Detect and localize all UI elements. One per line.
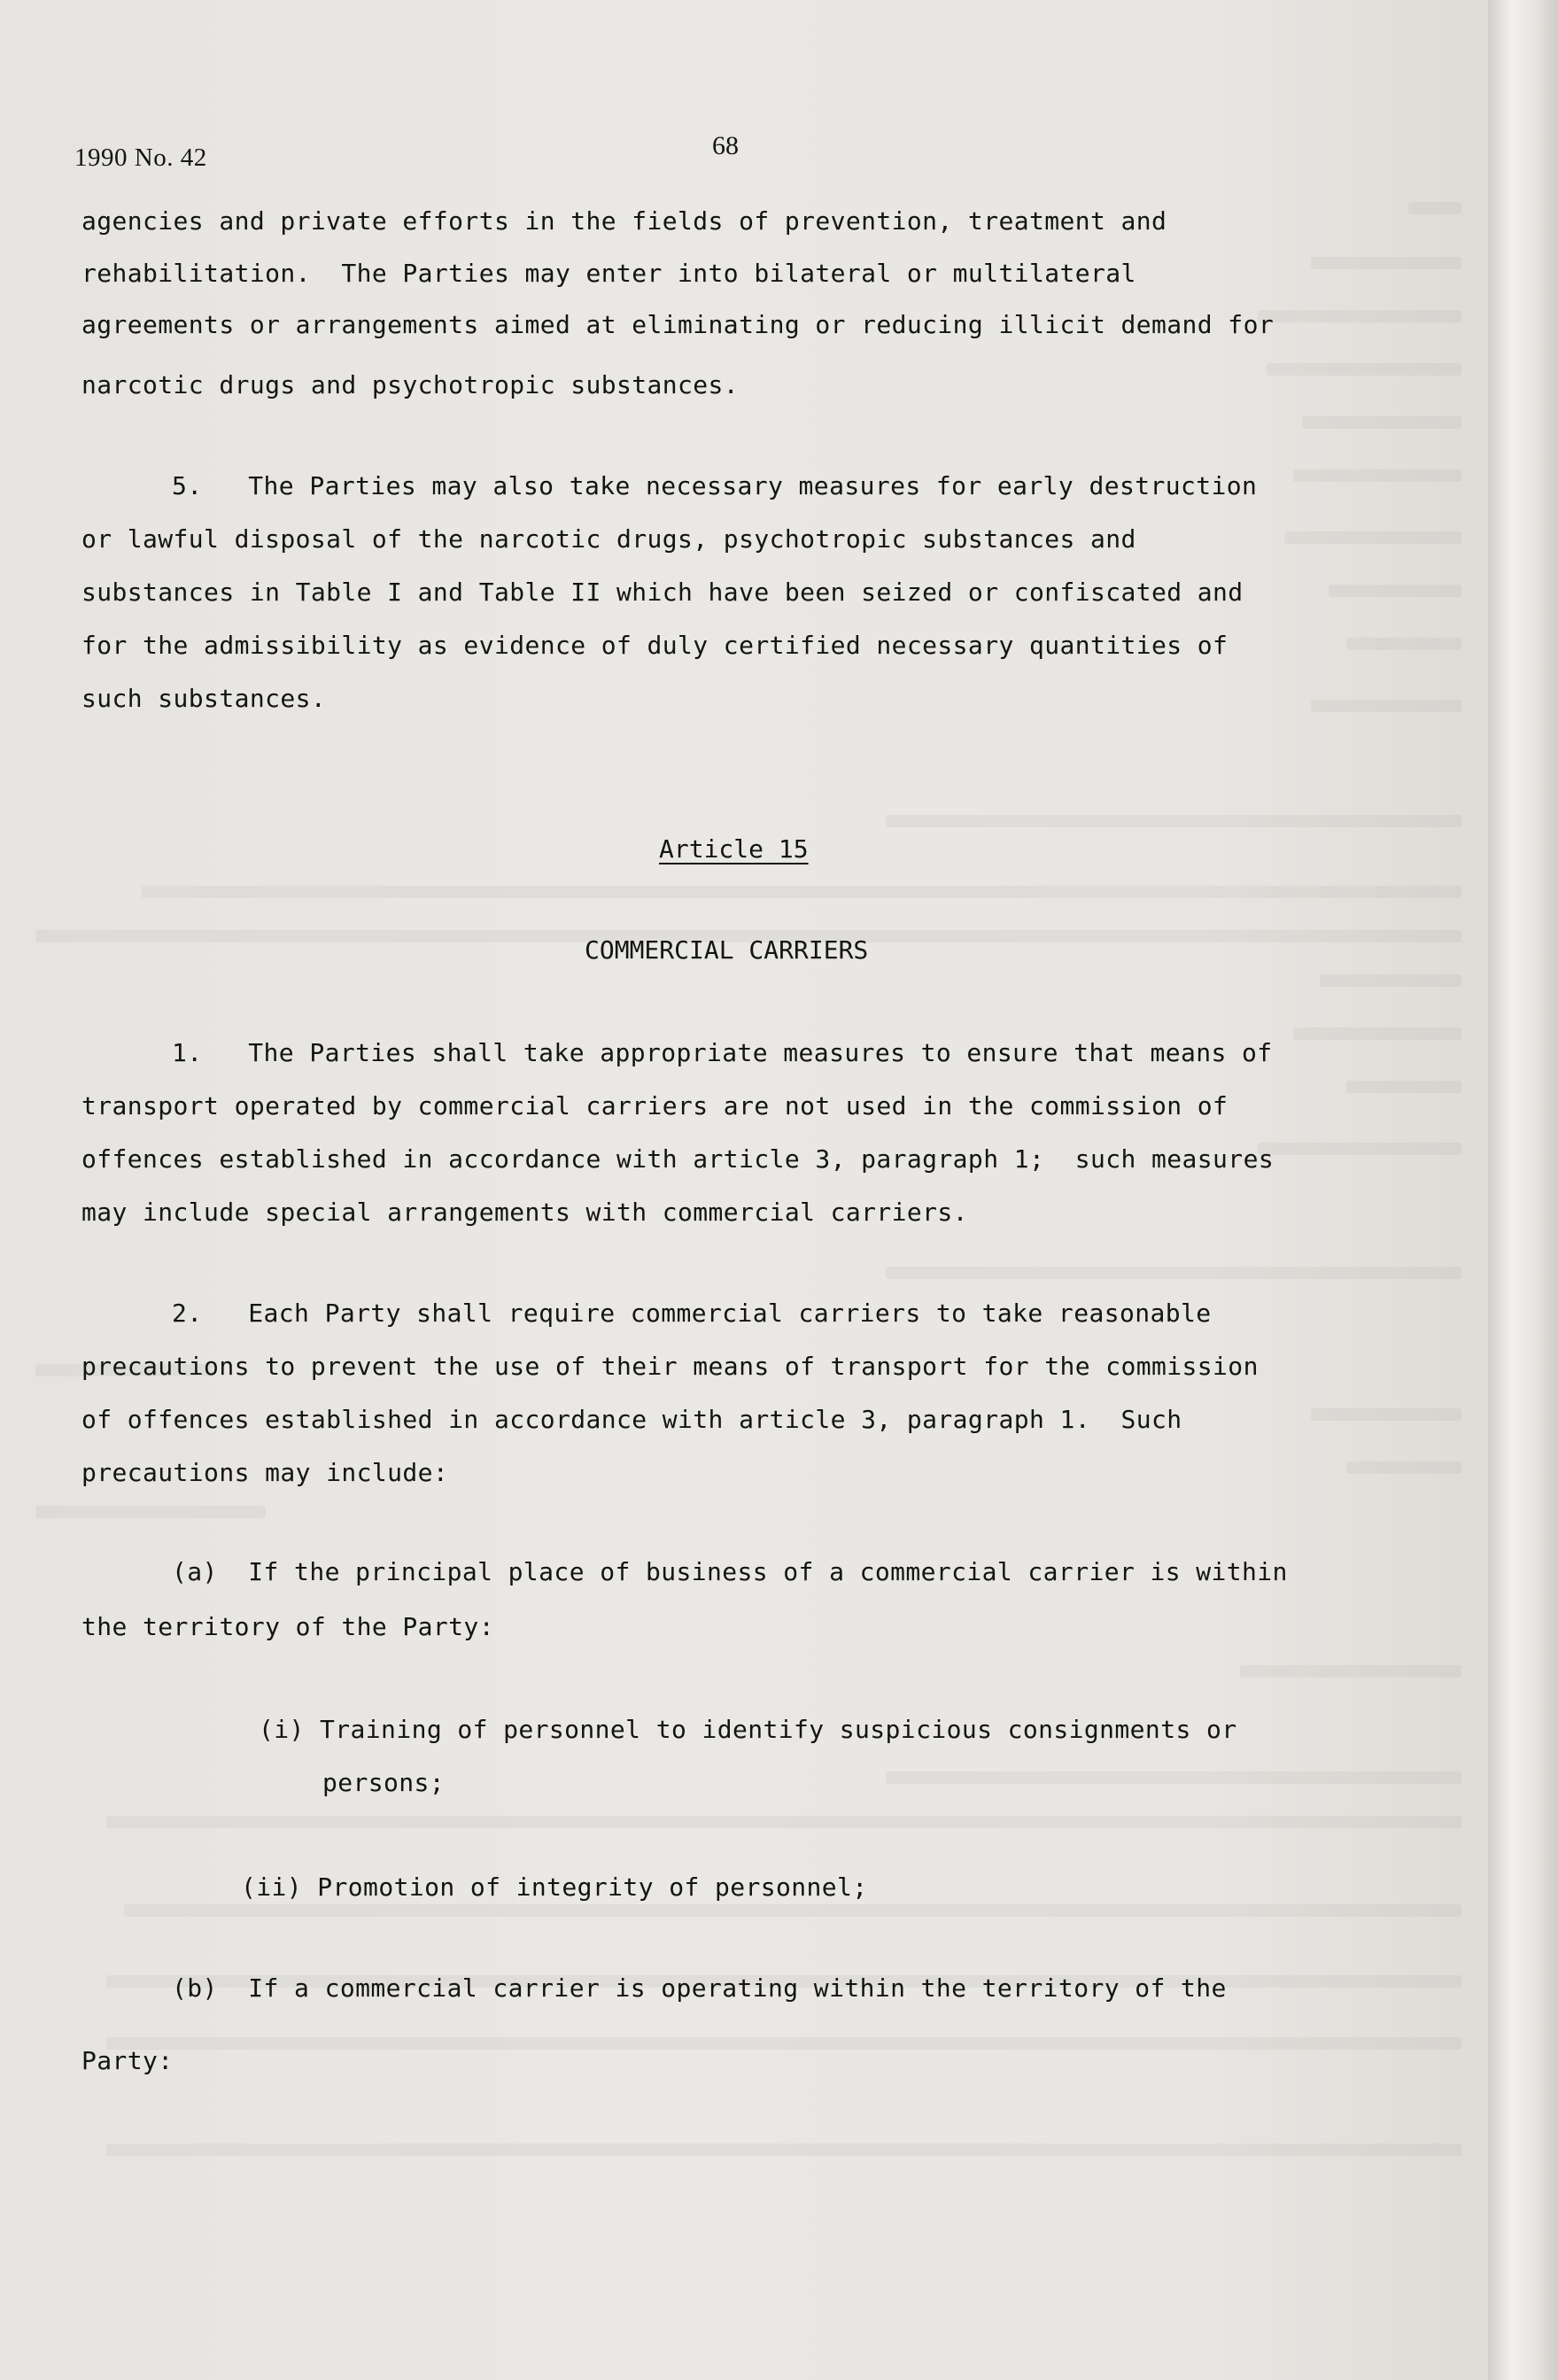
text-line: 2. Each Party shall require commercial carriers to take reasonable	[172, 1299, 1212, 1328]
text-line: such substances.	[81, 684, 327, 713]
text-line: offences established in accordance with article 3, paragraph 1; such measures	[81, 1144, 1275, 1174]
text-line: Party:	[81, 2046, 174, 2075]
article-subtitle: COMMERCIAL CARRIERS	[585, 935, 869, 965]
text-line: (b) If a commercial carrier is operating within the territory of the	[172, 1973, 1227, 2003]
text-line: precautions may include:	[81, 1458, 449, 1487]
text-line: 5. The Parties may also take necessary measures for early destruction	[172, 471, 1258, 500]
text-line: may include special arrangements with commercial carriers.	[81, 1198, 968, 1227]
text-line: narcotic drugs and psychotropic substances.	[81, 370, 740, 399]
text-line: or lawful disposal of the narcotic drugs, psychotropic substances and	[81, 524, 1136, 554]
text-line: agreements or arrangements aimed at eliminating or reducing illicit demand for	[81, 310, 1275, 339]
page-edge	[1488, 0, 1558, 2380]
text-line: rehabilitation. The Parties may enter into bilateral or multilateral	[81, 259, 1136, 288]
text-line: (i) Training of personnel to identify suspicious consignments or	[259, 1715, 1237, 1744]
text-line: persons;	[322, 1768, 446, 1797]
page-number: 68	[712, 131, 739, 160]
text-line: of offences established in accordance with article 3, paragraph 1. Such	[81, 1405, 1182, 1434]
text-line: transport operated by commercial carriers are not used in the commission of	[81, 1091, 1229, 1120]
text-line: agencies and private efforts in the fields of prevention, treatment and	[81, 206, 1167, 236]
text-line: the territory of the Party:	[81, 1612, 494, 1641]
document-reference: 1990 No. 42	[74, 143, 207, 172]
text-line: (ii) Promotion of integrity of personnel;	[241, 1872, 868, 1902]
text-line: 1. The Parties shall take appropriate measures to ensure that means of	[172, 1038, 1273, 1067]
text-line: substances in Table I and Table II which have been seized or confiscated and	[81, 578, 1244, 607]
text-line: for the admissibility as evidence of duly certified necessary quantities of	[81, 631, 1229, 660]
text-line: (a) If the principal place of business of a commercial carrier is within	[172, 1557, 1288, 1586]
article-title: Article 15	[659, 834, 809, 864]
text-line: precautions to prevent the use of their means of transport for the commission	[81, 1352, 1259, 1381]
